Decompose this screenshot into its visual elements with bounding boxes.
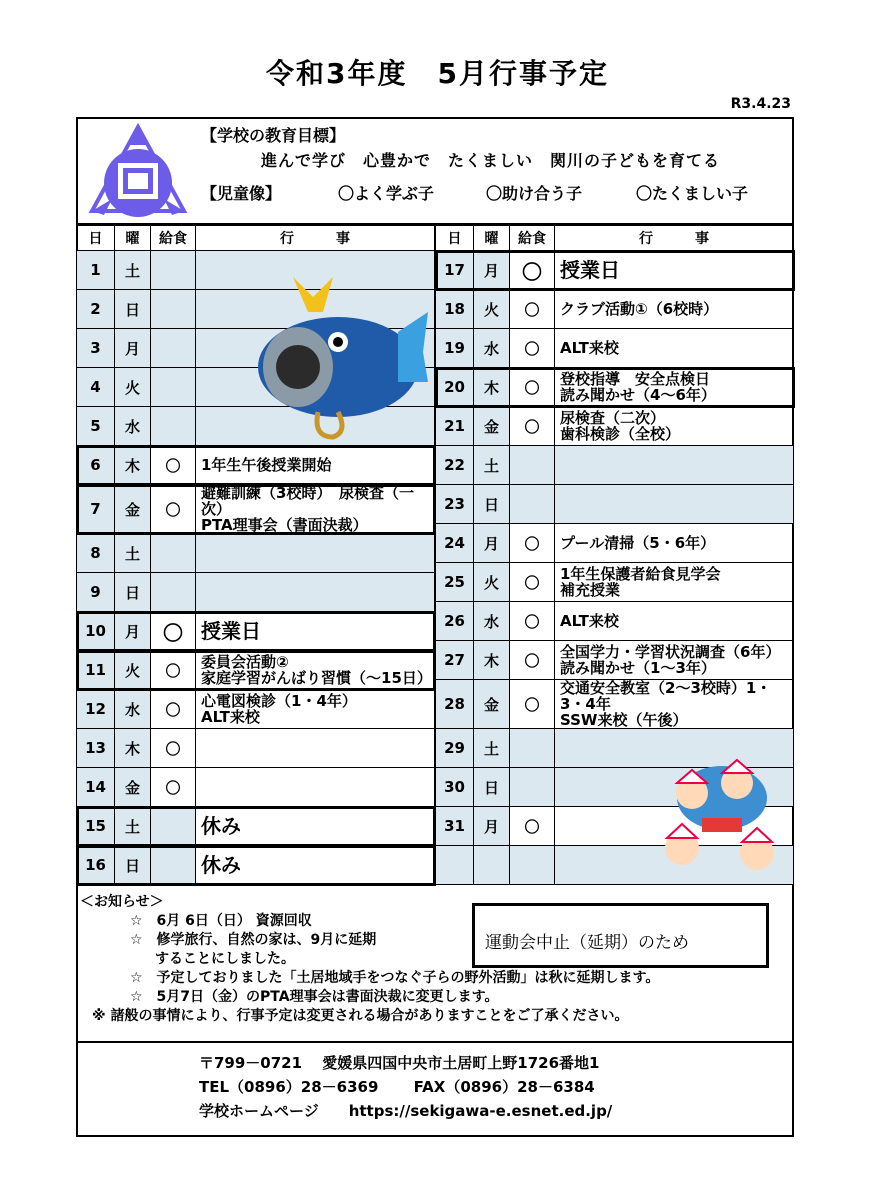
table-row <box>77 807 435 846</box>
goal-heading: 【学校の教育目標】 <box>201 126 346 145</box>
table-row <box>436 446 794 485</box>
lunch-cell: 〇 <box>151 729 196 768</box>
lunch-cell <box>510 729 555 768</box>
weekday-cell: 金 <box>115 485 151 534</box>
col-event: 行 事 <box>555 226 794 251</box>
event-cell: 休み <box>196 846 435 885</box>
day-cell: 3 <box>77 329 115 368</box>
lunch-cell <box>151 290 196 329</box>
weekday-cell: 金 <box>115 768 151 807</box>
day-cell: 20 <box>436 368 474 407</box>
weekday-cell: 日 <box>115 573 151 612</box>
child-item: 〇よく学ぶ子 <box>338 184 435 203</box>
table-row <box>436 524 794 563</box>
lunch-cell: 〇 <box>151 690 196 729</box>
lunch-cell <box>510 446 555 485</box>
table-header-row <box>77 226 435 251</box>
weekday-cell: 火 <box>115 368 151 407</box>
day-cell: 27 <box>436 641 474 680</box>
day-cell <box>436 846 474 885</box>
lunch-cell <box>151 368 196 407</box>
table-row <box>77 573 435 612</box>
event-cell: プール清掃（5・6年） <box>555 524 794 563</box>
day-cell: 23 <box>436 485 474 524</box>
lunch-cell: 〇 <box>151 485 196 534</box>
table-header-row <box>436 226 794 251</box>
lunch-cell <box>151 251 196 290</box>
weekday-cell: 土 <box>115 251 151 290</box>
event-cell: 交通安全教室（2～3校時）1・3・4年 SSW来校（午後） <box>555 680 794 729</box>
event-cell: 避難訓練（3校時） 尿検査（一次） PTA理事会（書面決裁） <box>196 485 435 534</box>
child-heading: 【児童像】 <box>201 184 282 203</box>
table-row <box>77 612 435 651</box>
day-cell: 8 <box>77 534 115 573</box>
weekday-cell: 土 <box>115 534 151 573</box>
col-event: 行 事 <box>196 226 435 251</box>
weekday-cell: 月 <box>115 329 151 368</box>
table-row <box>77 651 435 690</box>
footer <box>76 1041 794 1137</box>
table-row <box>436 602 794 641</box>
day-cell: 22 <box>436 446 474 485</box>
table-row <box>436 329 794 368</box>
day-cell: 19 <box>436 329 474 368</box>
day-cell: 11 <box>77 651 115 690</box>
weekday-cell: 日 <box>115 846 151 885</box>
day-cell: 7 <box>77 485 115 534</box>
weekday-cell: 火 <box>474 290 510 329</box>
lunch-cell: 〇 <box>510 807 555 846</box>
day-cell: 4 <box>77 368 115 407</box>
event-cell: 登校指導 安全点検日 読み聞かせ（4～6年） <box>555 368 794 407</box>
day-cell: 5 <box>77 407 115 446</box>
notice-heading: ＜お知らせ＞ <box>80 894 164 910</box>
day-cell: 10 <box>77 612 115 651</box>
day-cell: 29 <box>436 729 474 768</box>
day-cell: 14 <box>77 768 115 807</box>
lunch-cell <box>151 807 196 846</box>
event-cell: 尿検査（二次） 歯科検診（全校） <box>555 407 794 446</box>
weekday-cell: 土 <box>474 446 510 485</box>
col-lunch: 給食 <box>510 226 555 251</box>
footer-website-link[interactable]: 学校ホームページ https://sekigawa-e.esnet.ed.jp/ <box>199 1102 613 1120</box>
weekday-cell <box>474 846 510 885</box>
lunch-cell: 〇 <box>510 641 555 680</box>
weekday-cell: 月 <box>474 524 510 563</box>
weekday-cell: 水 <box>115 407 151 446</box>
lunch-cell: 〇 <box>510 329 555 368</box>
weekday-cell: 月 <box>474 251 510 290</box>
table-row <box>77 446 435 485</box>
event-cell <box>555 485 794 524</box>
lunch-cell: 〇 <box>510 368 555 407</box>
event-cell: ALT来校 <box>555 329 794 368</box>
event-cell: 心電図検診（1・4年） ALT来校 <box>196 690 435 729</box>
notice-line: ☆ 6月 6日（日） 資源回収 <box>130 913 312 929</box>
covid-note: 運動会中止（延期）のため <box>472 903 769 968</box>
page-title: 令和3年度 5月行事予定 <box>266 57 609 90</box>
child-item: 〇たくましい子 <box>636 184 749 203</box>
day-cell: 18 <box>436 290 474 329</box>
event-cell: 授業日 <box>555 251 794 290</box>
weekday-cell: 水 <box>115 690 151 729</box>
day-cell: 6 <box>77 446 115 485</box>
lunch-cell <box>151 573 196 612</box>
day-cell: 13 <box>77 729 115 768</box>
day-cell: 17 <box>436 251 474 290</box>
school-header <box>76 117 794 225</box>
weekday-cell: 月 <box>115 612 151 651</box>
lunch-cell: 〇 <box>151 446 196 485</box>
table-row <box>436 563 794 602</box>
day-cell: 16 <box>77 846 115 885</box>
day-cell: 15 <box>77 807 115 846</box>
lunch-cell: 〇 <box>151 768 196 807</box>
event-cell: 委員会活動② 家庭学習がんばり習慣（～15日） <box>196 651 435 690</box>
lunch-cell <box>151 407 196 446</box>
lunch-cell <box>510 768 555 807</box>
event-cell <box>196 573 435 612</box>
footer-address: 〒799－0721 愛媛県四国中央市土居町上野1726番地1 <box>199 1054 600 1072</box>
weekday-cell: 火 <box>115 651 151 690</box>
lunch-cell: 〇 <box>510 407 555 446</box>
lunch-cell: 〇 <box>510 524 555 563</box>
event-cell <box>196 768 435 807</box>
lunch-cell: 〇 <box>151 612 196 651</box>
weekday-cell: 木 <box>474 368 510 407</box>
weekday-cell: 水 <box>474 329 510 368</box>
notice-line: ☆ 予定しておりました「土居地域手をつなぐ子らの野外活動」は秋に延期します。 <box>130 970 660 986</box>
weekday-cell: 木 <box>115 446 151 485</box>
event-cell: 1年生保護者給食見学会 補充授業 <box>555 563 794 602</box>
school-logo-icon <box>88 123 188 218</box>
lunch-cell <box>151 846 196 885</box>
weekday-cell: 月 <box>474 807 510 846</box>
day-cell: 9 <box>77 573 115 612</box>
weekday-cell: 金 <box>474 407 510 446</box>
lunch-cell: 〇 <box>151 651 196 690</box>
table-row <box>436 680 794 729</box>
event-cell: クラブ活動①（6校時） <box>555 290 794 329</box>
lunch-cell <box>151 534 196 573</box>
goal-text: 進んで学び 心豊かで たくましい 関川の子どもを育てる <box>261 151 721 170</box>
weekday-cell: 土 <box>474 729 510 768</box>
weekday-cell: 日 <box>115 290 151 329</box>
lunch-cell: 〇 <box>510 290 555 329</box>
table-row <box>436 290 794 329</box>
event-cell <box>196 729 435 768</box>
event-cell: 休み <box>196 807 435 846</box>
day-cell: 31 <box>436 807 474 846</box>
day-cell: 21 <box>436 407 474 446</box>
table-row <box>436 251 794 290</box>
day-cell: 25 <box>436 563 474 602</box>
weekday-cell: 火 <box>474 563 510 602</box>
table-row <box>77 729 435 768</box>
table-row <box>436 485 794 524</box>
col-day: 日 <box>77 226 115 251</box>
event-cell: 1年生午後授業開始 <box>196 446 435 485</box>
weekday-cell: 土 <box>115 807 151 846</box>
col-week: 曜 <box>474 226 510 251</box>
notice-line: ※ 諸般の事情により、行事予定は変更される場合がありますことをご了承ください。 <box>92 1008 629 1024</box>
event-cell: 全国学力・学習状況調査（6年） 読み聞かせ（1～3年） <box>555 641 794 680</box>
event-cell: ALT来校 <box>555 602 794 641</box>
issue-date: R3.4.23 <box>730 96 791 112</box>
day-cell: 1 <box>77 251 115 290</box>
day-cell: 2 <box>77 290 115 329</box>
table-row <box>77 768 435 807</box>
table-row <box>436 407 794 446</box>
weekday-cell: 日 <box>474 768 510 807</box>
lunch-cell: 〇 <box>510 602 555 641</box>
day-cell: 12 <box>77 690 115 729</box>
children-illustration <box>652 748 792 888</box>
lunch-cell: 〇 <box>510 680 555 729</box>
col-day: 日 <box>436 226 474 251</box>
lunch-cell: 〇 <box>510 251 555 290</box>
table-row <box>436 368 794 407</box>
day-cell: 24 <box>436 524 474 563</box>
day-cell: 28 <box>436 680 474 729</box>
weekday-cell: 金 <box>474 680 510 729</box>
table-row <box>436 641 794 680</box>
day-cell: 26 <box>436 602 474 641</box>
lunch-cell <box>510 485 555 524</box>
footer-phone: TEL（0896）28－6369 FAX（0896）28－6384 <box>199 1078 595 1096</box>
weekday-cell: 木 <box>474 641 510 680</box>
lunch-cell <box>510 846 555 885</box>
event-cell <box>196 534 435 573</box>
col-lunch: 給食 <box>151 226 196 251</box>
weekday-cell: 木 <box>115 729 151 768</box>
weekday-cell: 水 <box>474 602 510 641</box>
table-row <box>77 534 435 573</box>
event-cell: 授業日 <box>196 612 435 651</box>
table-row <box>77 485 435 534</box>
notice-line: することにしました。 <box>155 951 295 967</box>
notice-line: ☆ 修学旅行、自然の家は、9月に延期 <box>130 932 377 948</box>
day-cell: 30 <box>436 768 474 807</box>
notice-line: ☆ 5月7日（金）のPTA理事会は書面決裁に変更します。 <box>130 989 499 1005</box>
lunch-cell: 〇 <box>510 563 555 602</box>
table-row <box>77 846 435 885</box>
koinobori-illustration <box>238 272 433 447</box>
lunch-cell <box>151 329 196 368</box>
col-week: 曜 <box>115 226 151 251</box>
child-item: 〇助け合う子 <box>486 184 583 203</box>
event-cell <box>555 446 794 485</box>
weekday-cell: 日 <box>474 485 510 524</box>
table-row <box>77 690 435 729</box>
